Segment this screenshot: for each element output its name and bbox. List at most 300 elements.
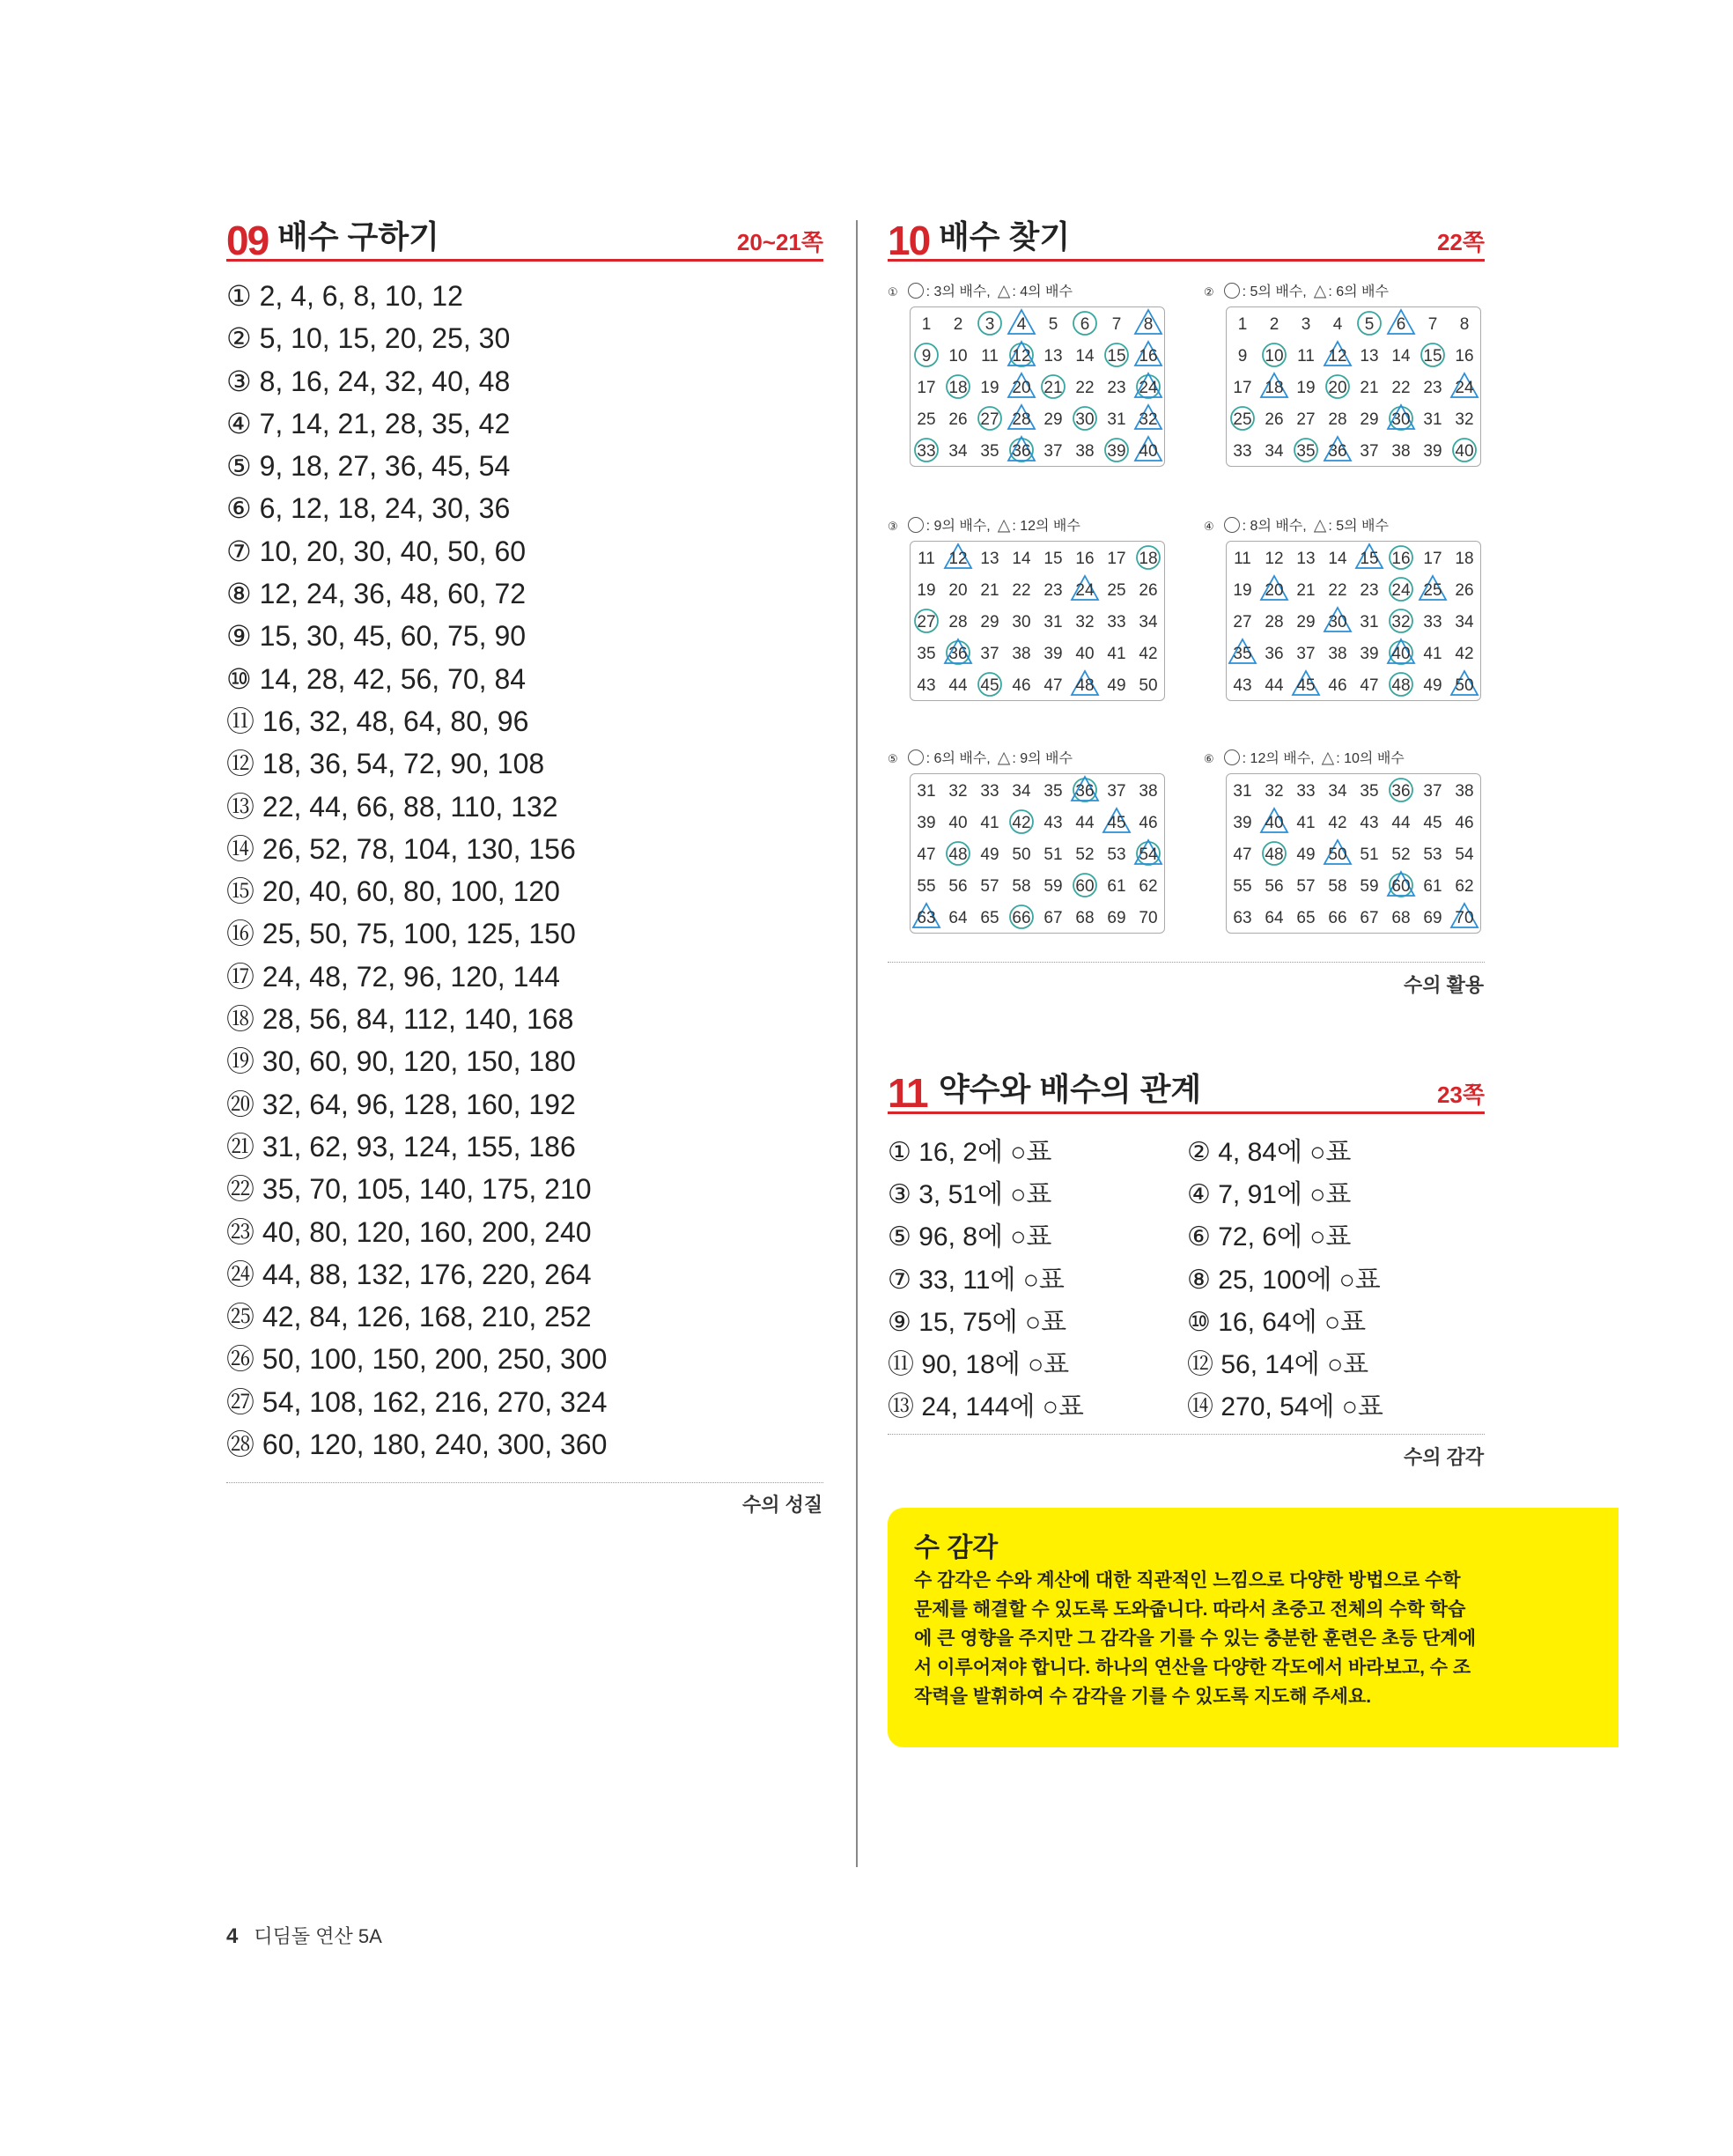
grid-cell-number: 48 bbox=[1265, 845, 1284, 864]
answer-item bbox=[1187, 1302, 1366, 1344]
grid-cell-number: 22 bbox=[1075, 379, 1095, 397]
grid-cell-number: 37 bbox=[1423, 782, 1442, 801]
answer-item bbox=[226, 1423, 607, 1466]
grid-cell-number: 40 bbox=[1075, 645, 1095, 663]
grid-cell-number: 42 bbox=[1455, 645, 1474, 663]
grid-cell-number: 20 bbox=[1265, 581, 1284, 600]
answer-item bbox=[226, 912, 607, 955]
grid-cell-number: 20 bbox=[1012, 379, 1031, 397]
grid-cell-number: 55 bbox=[1233, 877, 1252, 896]
grid-cell-number: 47 bbox=[917, 845, 936, 864]
answer-text: 5, 10, 15, 20, 25, 30 bbox=[259, 322, 511, 355]
grid-cell-number: 36 bbox=[1328, 442, 1347, 461]
grid-cell-number: 48 bbox=[1075, 676, 1095, 695]
grid-cell-number: 31 bbox=[1423, 410, 1442, 429]
answer-text: 25, 50, 75, 100, 125, 150 bbox=[262, 918, 576, 950]
answer-number: ⑰ bbox=[226, 960, 255, 993]
grid-cell-number: 38 bbox=[1012, 645, 1031, 663]
answer-number: ⑮ bbox=[226, 875, 255, 908]
grid-cell-number: 17 bbox=[1423, 550, 1442, 568]
answer-text: 15, 75에 ○표 bbox=[918, 1307, 1067, 1337]
grid-number: ② bbox=[1204, 285, 1214, 299]
triangle-legend-text: : 5의 배수 bbox=[1328, 519, 1389, 534]
answer-number: ⑩ bbox=[226, 662, 252, 695]
grid-cell-number: 54 bbox=[1139, 845, 1158, 864]
answer-text: 25, 100에 ○표 bbox=[1218, 1265, 1381, 1295]
grid-cell-number: 28 bbox=[948, 613, 968, 631]
answer-number: ⑪ bbox=[888, 1350, 914, 1379]
answer-number: ⑦ bbox=[888, 1265, 911, 1295]
grid-cell-number: 46 bbox=[1012, 676, 1031, 695]
triangle-icon: △ bbox=[1313, 516, 1327, 535]
grid-cell-number: 21 bbox=[1360, 379, 1379, 397]
grid-legend bbox=[888, 280, 1073, 301]
triangle-icon: △ bbox=[997, 516, 1011, 535]
grid-cell-number: 40 bbox=[1139, 442, 1158, 461]
grid-cell-number: 24 bbox=[1139, 379, 1158, 397]
answer-item bbox=[226, 998, 607, 1040]
grid-cell-number: 9 bbox=[921, 347, 932, 365]
section-10-footer-label: 수의 활용 bbox=[1404, 974, 1485, 996]
grid-cell-number: 46 bbox=[1328, 676, 1347, 695]
grid-cell-number: 42 bbox=[1139, 645, 1158, 663]
grid-cell-number: 10 bbox=[1265, 347, 1284, 365]
grid-cell-number: 34 bbox=[948, 442, 968, 461]
grid-cell-number: 38 bbox=[1075, 442, 1095, 461]
answer-item bbox=[226, 572, 607, 615]
section-pages: 22쪽 bbox=[1436, 229, 1485, 255]
grid-cell-number: 22 bbox=[1391, 379, 1411, 397]
answer-text: 7, 91에 ○표 bbox=[1218, 1180, 1352, 1210]
answer-item bbox=[226, 487, 607, 529]
grid-cell-number: 57 bbox=[1296, 877, 1316, 896]
answer-text: 44, 88, 132, 176, 220, 264 bbox=[262, 1258, 592, 1290]
circle-icon bbox=[908, 749, 924, 765]
grid-cell-number: 70 bbox=[1455, 909, 1474, 927]
grid-cell-number: 68 bbox=[1391, 909, 1411, 927]
grid-cell-number: 61 bbox=[1107, 877, 1126, 896]
grid-number: ① bbox=[888, 285, 898, 299]
answer-number: ⑨ bbox=[226, 620, 252, 653]
grid-cell-number: 53 bbox=[1107, 845, 1126, 864]
triangle-legend-text: : 9의 배수 bbox=[1012, 751, 1073, 766]
grid-cell-number: 31 bbox=[1107, 410, 1126, 429]
grid-cell-number: 51 bbox=[1360, 845, 1379, 864]
answer-item bbox=[226, 1168, 607, 1210]
grid-cell-number: 31 bbox=[1233, 782, 1252, 801]
grid-cell-number: 27 bbox=[1296, 410, 1316, 429]
grid-cell-number: 32 bbox=[948, 782, 968, 801]
answer-number: ㉖ bbox=[226, 1343, 255, 1376]
answer-item bbox=[226, 742, 607, 785]
answer-text: 33, 11에 ○표 bbox=[918, 1265, 1065, 1295]
grid-cell-number: 50 bbox=[1455, 676, 1474, 695]
triangle-icon: △ bbox=[997, 749, 1011, 767]
answer-number: ⑲ bbox=[226, 1045, 255, 1078]
grid-cell-number: 36 bbox=[1391, 782, 1411, 801]
section-title: 약수와 배수의 관계 bbox=[939, 1071, 1202, 1107]
grid-cell-number: 36 bbox=[1075, 782, 1095, 801]
grid-cell-number: 30 bbox=[1391, 410, 1411, 429]
circle-legend-text: : 5의 배수, bbox=[1242, 284, 1307, 299]
section-title: 배수 찾기 bbox=[939, 218, 1071, 255]
number-sense-tip-box bbox=[888, 1508, 1619, 1747]
grid-cell-number: 43 bbox=[1233, 676, 1252, 695]
answer-item bbox=[226, 828, 607, 870]
grid-cell-number: 49 bbox=[1107, 676, 1126, 695]
grid-cell-number: 38 bbox=[1391, 442, 1411, 461]
grid-cell-number: 41 bbox=[1423, 645, 1442, 663]
grid-cell-number: 6 bbox=[1396, 315, 1406, 334]
answer-number: ⑥ bbox=[226, 492, 252, 525]
grid-cell-number: 67 bbox=[1043, 909, 1063, 927]
grid-cell-number: 30 bbox=[1328, 613, 1347, 631]
section-number: 11 bbox=[888, 1070, 927, 1116]
grid-cell-number: 31 bbox=[917, 782, 936, 801]
grid-cell-number: 18 bbox=[1455, 550, 1474, 568]
grid-cell-number: 35 bbox=[1296, 442, 1316, 461]
grid-cell-number: 41 bbox=[1107, 645, 1126, 663]
grid-cell-number: 60 bbox=[1391, 877, 1411, 896]
answer-number: ⑬ bbox=[888, 1392, 914, 1422]
circle-legend-text: : 12의 배수, bbox=[1242, 751, 1315, 766]
answer-item bbox=[1187, 1259, 1381, 1302]
grid-cell-number: 38 bbox=[1328, 645, 1347, 663]
circle-icon bbox=[1224, 283, 1240, 299]
answer-item bbox=[888, 1132, 1051, 1174]
answer-number: ① bbox=[888, 1138, 911, 1167]
grid-cell-number: 45 bbox=[1423, 814, 1442, 832]
grid-cell-number: 31 bbox=[1043, 613, 1063, 631]
grid-cell-number: 63 bbox=[1233, 909, 1252, 927]
answer-item bbox=[226, 615, 607, 657]
answer-text: 270, 54에 ○표 bbox=[1220, 1392, 1383, 1422]
answer-item bbox=[1187, 1386, 1383, 1429]
answer-number: ⑭ bbox=[1187, 1392, 1213, 1422]
circle-icon bbox=[908, 517, 924, 533]
answer-text: 14, 28, 42, 56, 70, 84 bbox=[259, 662, 527, 695]
grid-cell-number: 13 bbox=[980, 550, 999, 568]
answer-item bbox=[226, 360, 607, 402]
grid-cell-number: 43 bbox=[917, 676, 936, 695]
section-number: 09 bbox=[226, 218, 269, 263]
grid-cell-number: 16 bbox=[1075, 550, 1095, 568]
grid-cell-number: 60 bbox=[1075, 877, 1095, 896]
grid-cell-number: 25 bbox=[1423, 581, 1442, 600]
grid-cell-number: 35 bbox=[1233, 645, 1252, 663]
section-pages: 23쪽 bbox=[1436, 1082, 1485, 1108]
grid-cell-number: 19 bbox=[917, 581, 936, 600]
grid-cell-number: 37 bbox=[1043, 442, 1063, 461]
grid-cell-number: 55 bbox=[917, 877, 936, 896]
grid-cell-number: 32 bbox=[1139, 410, 1158, 429]
grid-cell-number: 3 bbox=[984, 315, 995, 334]
tip-title: 수 감각 bbox=[914, 1533, 999, 1562]
grid-cell-number: 19 bbox=[1233, 581, 1252, 600]
answer-number: ㉕ bbox=[226, 1301, 255, 1333]
grid-cell-number: 25 bbox=[1233, 410, 1252, 429]
grid-cell-number: 40 bbox=[1265, 814, 1284, 832]
grid-cell-number: 24 bbox=[1455, 379, 1474, 397]
grid-box bbox=[1226, 541, 1481, 701]
grid-number: ④ bbox=[1204, 520, 1214, 533]
answer-text: 24, 48, 72, 96, 120, 144 bbox=[262, 960, 560, 993]
answer-item bbox=[888, 1302, 1066, 1344]
grid-cell-number: 45 bbox=[1107, 814, 1126, 832]
circle-legend-text: : 8의 배수, bbox=[1242, 519, 1307, 534]
answer-number: ④ bbox=[226, 407, 252, 439]
grid-cell-number: 64 bbox=[1265, 909, 1284, 927]
answer-text: 9, 18, 27, 36, 45, 54 bbox=[259, 450, 511, 483]
page-footer bbox=[226, 1922, 382, 1949]
section-09-footer-rule bbox=[226, 1482, 823, 1483]
grid-cell-number: 33 bbox=[1296, 782, 1316, 801]
grid-cell-number: 26 bbox=[1455, 581, 1474, 600]
grid-cell-number: 31 bbox=[1360, 613, 1379, 631]
answer-number: ㉗ bbox=[226, 1385, 255, 1418]
answer-text: 60, 120, 180, 240, 300, 360 bbox=[262, 1429, 608, 1461]
grid-cell-number: 20 bbox=[1328, 379, 1347, 397]
answer-number: ⑩ bbox=[1187, 1307, 1211, 1337]
grid-cell-number: 47 bbox=[1360, 676, 1379, 695]
section-09-answer-list bbox=[226, 275, 607, 1466]
grid-cell-number: 15 bbox=[1107, 347, 1126, 365]
section-09-header bbox=[226, 220, 823, 262]
grid-cell-number: 23 bbox=[1043, 581, 1063, 600]
grid-cell-number: 13 bbox=[1360, 347, 1379, 365]
grid-cell-number: 28 bbox=[1328, 410, 1347, 429]
grid-cell-number: 68 bbox=[1075, 909, 1095, 927]
grid-cell-number: 47 bbox=[1043, 676, 1063, 695]
answer-item bbox=[226, 1296, 607, 1338]
grid-cell-number: 15 bbox=[1423, 347, 1442, 365]
grid-cell-number: 11 bbox=[1297, 347, 1315, 365]
grid-cell-number: 41 bbox=[980, 814, 999, 832]
grid-cell-number: 33 bbox=[1107, 613, 1126, 631]
grid-cell-number: 35 bbox=[1043, 782, 1063, 801]
answer-number: ③ bbox=[888, 1180, 911, 1210]
grid-cell-number: 20 bbox=[948, 581, 968, 600]
answer-item bbox=[1187, 1174, 1351, 1216]
answer-text: 20, 40, 60, 80, 100, 120 bbox=[262, 875, 560, 908]
triangle-icon: △ bbox=[1321, 749, 1335, 767]
column-divider bbox=[856, 220, 858, 1867]
answer-number: ⑧ bbox=[226, 578, 252, 610]
grid-cell-number: 12 bbox=[1328, 347, 1347, 365]
grid-cell-number: 4 bbox=[1332, 315, 1343, 334]
answer-number: ⑳ bbox=[226, 1088, 255, 1120]
grid-cell-number: 52 bbox=[1391, 845, 1411, 864]
grid-cell-number: 26 bbox=[948, 410, 968, 429]
answer-number: ⑫ bbox=[1187, 1350, 1213, 1379]
grid-cell-number: 36 bbox=[1012, 442, 1031, 461]
grid-svg bbox=[1227, 542, 1480, 700]
grid-cell-number: 44 bbox=[948, 676, 968, 695]
answer-text: 16, 64에 ○표 bbox=[1218, 1307, 1367, 1337]
number-grid-2 bbox=[1204, 280, 1474, 469]
answer-item bbox=[888, 1174, 1051, 1216]
grid-cell-number: 13 bbox=[1296, 550, 1316, 568]
grid-cell-number: 54 bbox=[1455, 845, 1474, 864]
answer-item bbox=[226, 1253, 607, 1296]
answer-text: 2, 4, 6, 8, 10, 12 bbox=[259, 280, 463, 312]
answer-number: ⑥ bbox=[1187, 1222, 1211, 1252]
grid-cell-number: 37 bbox=[1296, 645, 1316, 663]
grid-cell-number: 18 bbox=[1139, 550, 1158, 568]
answer-item bbox=[888, 1216, 1051, 1259]
grid-cell-number: 39 bbox=[1107, 442, 1126, 461]
grid-cell-number: 51 bbox=[1043, 845, 1063, 864]
grid-cell-number: 69 bbox=[1423, 909, 1442, 927]
grid-cell-number: 40 bbox=[1455, 442, 1474, 461]
triangle-legend-text: : 4의 배수 bbox=[1012, 284, 1073, 299]
answer-number: ㉑ bbox=[226, 1130, 255, 1163]
answer-text: 32, 64, 96, 128, 160, 192 bbox=[262, 1088, 576, 1120]
grid-cell-number: 30 bbox=[1012, 613, 1031, 631]
grid-cell-number: 33 bbox=[980, 782, 999, 801]
grid-cell-number: 8 bbox=[1459, 315, 1470, 334]
answer-number: ⑦ bbox=[226, 535, 252, 567]
answer-item bbox=[226, 402, 607, 445]
grid-cell-number: 23 bbox=[1360, 581, 1379, 600]
grid-cell-number: 7 bbox=[1111, 315, 1122, 334]
grid-cell-number: 65 bbox=[980, 909, 999, 927]
grid-cell-number: 42 bbox=[1328, 814, 1347, 832]
grid-cell-number: 69 bbox=[1107, 909, 1126, 927]
section-11-footer-rule bbox=[888, 1434, 1485, 1435]
circle-legend-text: : 6의 배수, bbox=[925, 751, 991, 766]
grid-cell-number: 38 bbox=[1455, 782, 1474, 801]
answer-item bbox=[226, 658, 607, 700]
grid-cell-number: 44 bbox=[1265, 676, 1284, 695]
answer-text: 30, 60, 90, 120, 150, 180 bbox=[262, 1045, 576, 1078]
answer-number: ⑪ bbox=[226, 705, 255, 737]
grid-cell-number: 14 bbox=[1391, 347, 1411, 365]
grid-cell-number: 37 bbox=[1360, 442, 1379, 461]
grid-legend bbox=[888, 747, 1073, 768]
answer-text: 15, 30, 45, 60, 75, 90 bbox=[259, 620, 527, 653]
answer-item bbox=[226, 1040, 607, 1082]
grid-cell-number: 7 bbox=[1427, 315, 1438, 334]
grid-cell-number: 30 bbox=[1075, 410, 1095, 429]
section-11-footer-label: 수의 감각 bbox=[1404, 1446, 1485, 1468]
grid-cell-number: 70 bbox=[1139, 909, 1158, 927]
grid-cell-number: 22 bbox=[1328, 581, 1347, 600]
grid-cell-number: 34 bbox=[1265, 442, 1284, 461]
answer-item bbox=[1187, 1216, 1351, 1259]
answer-text: 31, 62, 93, 124, 155, 186 bbox=[262, 1130, 576, 1163]
grid-cell-number: 65 bbox=[1296, 909, 1316, 927]
section-09-footer-label: 수의 성질 bbox=[742, 1494, 823, 1516]
answer-item bbox=[1187, 1344, 1368, 1386]
grid-cell-number: 32 bbox=[1391, 613, 1411, 631]
grid-cell-number: 38 bbox=[1139, 782, 1158, 801]
grid-cell-number: 32 bbox=[1455, 410, 1474, 429]
answer-number: ② bbox=[226, 322, 252, 355]
grid-cell-number: 39 bbox=[1360, 645, 1379, 663]
grid-cell-number: 39 bbox=[1043, 645, 1063, 663]
grid-cell-number: 34 bbox=[1139, 613, 1158, 631]
grid-cell-number: 53 bbox=[1423, 845, 1442, 864]
grid-cell-number: 66 bbox=[1328, 909, 1347, 927]
grid-legend bbox=[1204, 280, 1389, 301]
answer-text: 35, 70, 105, 140, 175, 210 bbox=[262, 1173, 592, 1206]
answer-text: 18, 36, 54, 72, 90, 108 bbox=[262, 748, 545, 780]
answer-text: 16, 32, 48, 64, 80, 96 bbox=[262, 705, 529, 737]
grid-cell-number: 5 bbox=[1364, 315, 1375, 334]
grid-cell-number: 48 bbox=[948, 845, 968, 864]
number-grid-4 bbox=[1204, 514, 1474, 703]
grid-cell-number: 3 bbox=[1301, 315, 1311, 334]
grid-cell-number: 61 bbox=[1423, 877, 1442, 896]
grid-cell-number: 12 bbox=[948, 550, 968, 568]
answer-item bbox=[226, 1338, 607, 1380]
grid-cell-number: 25 bbox=[1107, 581, 1126, 600]
answer-item bbox=[226, 870, 607, 912]
answer-text: 4, 84에 ○표 bbox=[1218, 1138, 1352, 1167]
grid-cell-number: 34 bbox=[1012, 782, 1031, 801]
grid-cell-number: 1 bbox=[1237, 315, 1248, 334]
grid-cell-number: 26 bbox=[1265, 410, 1284, 429]
grid-cell-number: 32 bbox=[1265, 782, 1284, 801]
grid-cell-number: 2 bbox=[1269, 315, 1279, 334]
grid-number: ③ bbox=[888, 520, 898, 533]
grid-cell-number: 24 bbox=[1075, 581, 1095, 600]
grid-cell-number: 36 bbox=[948, 645, 968, 663]
grid-cell-number: 1 bbox=[921, 315, 932, 334]
grid-cell-number: 35 bbox=[1360, 782, 1379, 801]
answer-number: ⑱ bbox=[226, 1003, 255, 1036]
answer-number: ⑯ bbox=[226, 918, 255, 950]
answer-text: 50, 100, 150, 200, 250, 300 bbox=[262, 1343, 608, 1376]
grid-cell-number: 18 bbox=[1265, 379, 1284, 397]
grid-cell-number: 59 bbox=[1360, 877, 1379, 896]
grid-cell-number: 35 bbox=[980, 442, 999, 461]
answer-number: ⑫ bbox=[226, 748, 255, 780]
answer-text: 28, 56, 84, 112, 140, 168 bbox=[262, 1003, 574, 1036]
grid-cell-number: 15 bbox=[1360, 550, 1379, 568]
grid-cell-number: 43 bbox=[1043, 814, 1063, 832]
answer-text: 10, 20, 30, 40, 50, 60 bbox=[259, 535, 527, 567]
page-number: 4 bbox=[226, 1924, 239, 1948]
grid-cell-number: 5 bbox=[1048, 315, 1058, 334]
grid-svg bbox=[911, 307, 1164, 466]
circle-icon bbox=[908, 283, 924, 299]
answer-text: 54, 108, 162, 216, 270, 324 bbox=[262, 1385, 608, 1418]
answer-number: ③ bbox=[226, 365, 252, 397]
grid-cell-number: 2 bbox=[953, 315, 963, 334]
grid-box bbox=[1226, 306, 1481, 467]
answer-number: ㉘ bbox=[226, 1429, 255, 1461]
answer-text: 8, 16, 24, 32, 40, 48 bbox=[259, 365, 511, 397]
grid-svg bbox=[1227, 307, 1480, 466]
grid-number: ⑤ bbox=[888, 752, 898, 765]
grid-svg bbox=[1227, 774, 1480, 933]
grid-cell-number: 59 bbox=[1043, 877, 1063, 896]
grid-cell-number: 63 bbox=[917, 909, 936, 927]
grid-cell-number: 37 bbox=[1107, 782, 1126, 801]
answer-text: 3, 51에 ○표 bbox=[918, 1180, 1052, 1210]
circle-icon bbox=[1224, 749, 1240, 765]
answer-number: ㉓ bbox=[226, 1215, 255, 1248]
grid-cell-number: 8 bbox=[1143, 315, 1154, 334]
answer-number: ⑬ bbox=[226, 790, 255, 823]
answer-number: ① bbox=[226, 280, 252, 312]
answer-item bbox=[226, 317, 607, 359]
grid-cell-number: 15 bbox=[1043, 550, 1063, 568]
answer-text: 7, 14, 21, 28, 35, 42 bbox=[259, 407, 511, 439]
grid-cell-number: 16 bbox=[1391, 550, 1411, 568]
